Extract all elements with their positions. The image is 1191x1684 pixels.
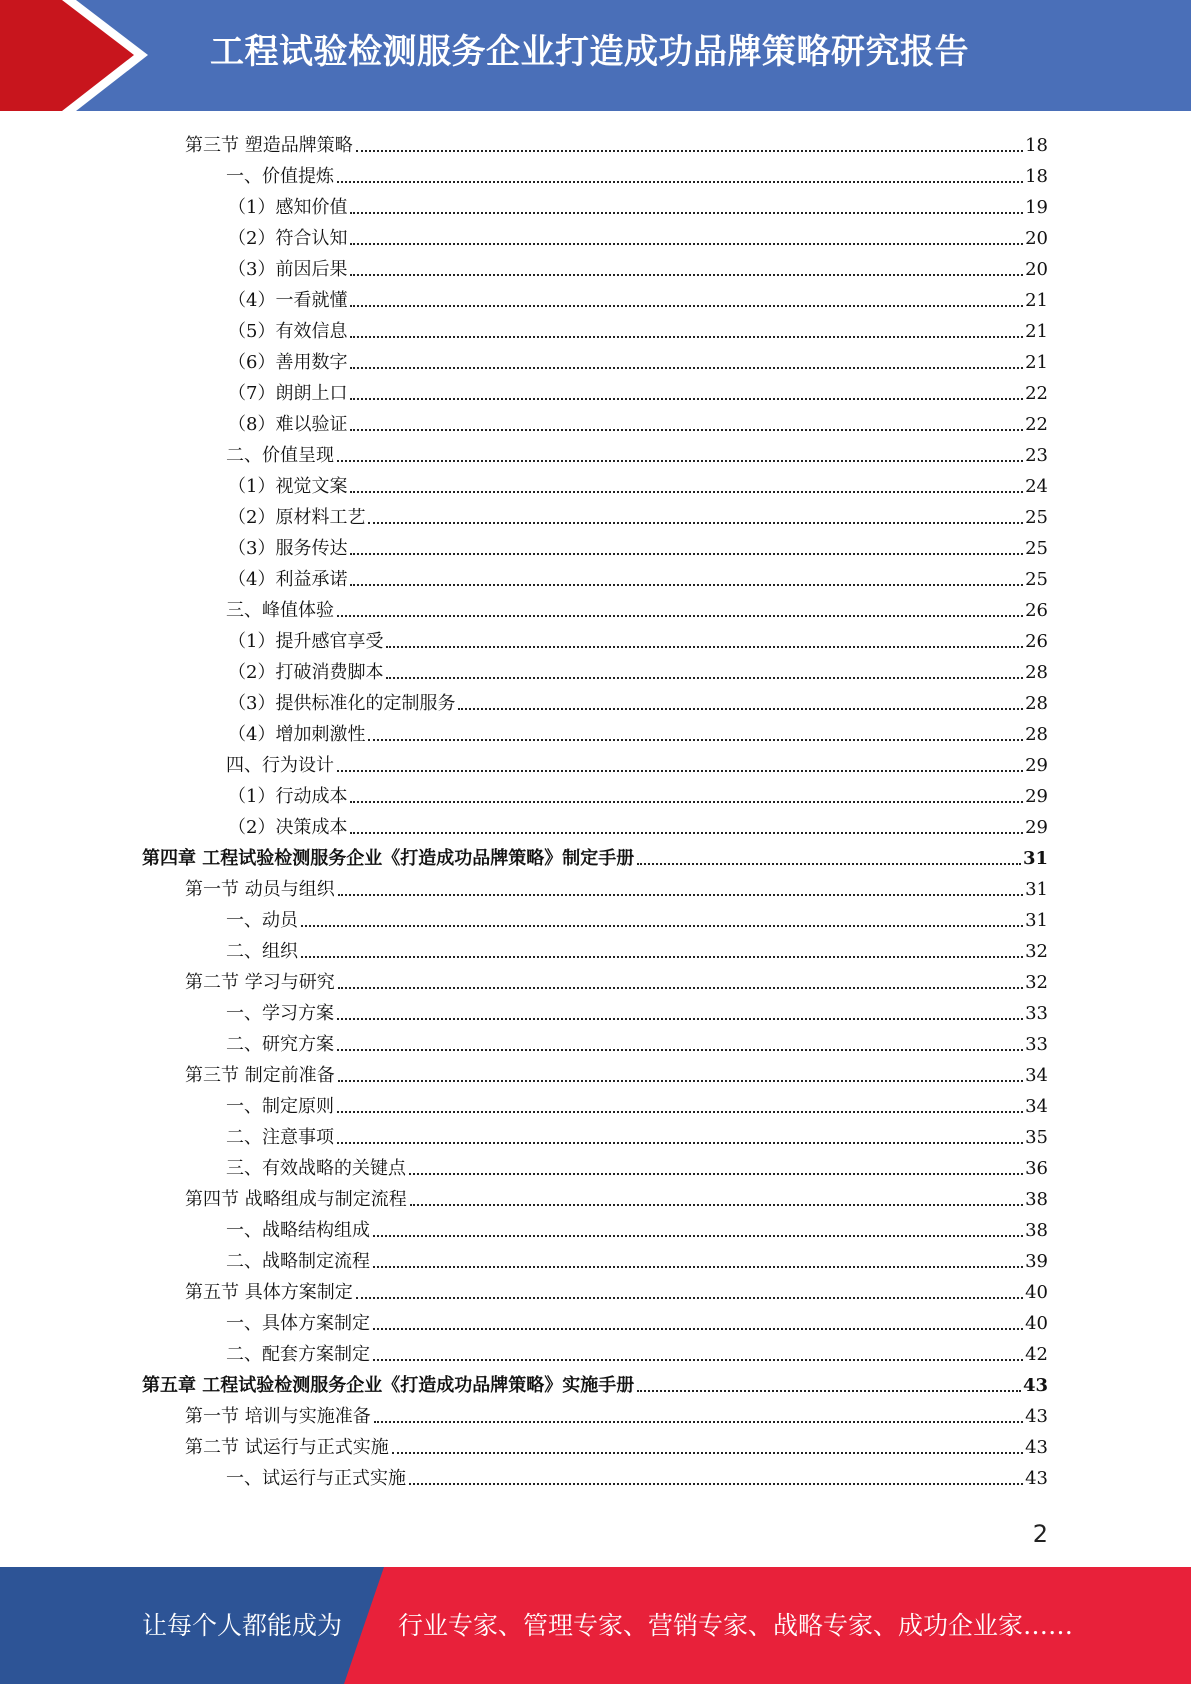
toc-entry-title: （2）原材料工艺 bbox=[228, 507, 366, 528]
toc-entry[interactable] bbox=[185, 1273, 1048, 1304]
toc-entry-title: （3）前因后果 bbox=[228, 259, 348, 280]
toc-entry-page: 34 bbox=[1025, 1065, 1048, 1086]
dot-leader bbox=[338, 894, 1023, 896]
dot-leader bbox=[350, 336, 1023, 338]
toc-entry-title: （6）善用数字 bbox=[228, 352, 348, 373]
toc-entry-page: 23 bbox=[1025, 445, 1048, 466]
toc-entry-page: 26 bbox=[1025, 631, 1048, 652]
dot-leader bbox=[337, 181, 1023, 183]
toc-entry-title: 二、注意事项 bbox=[226, 1127, 334, 1148]
toc-entry[interactable] bbox=[228, 808, 1048, 839]
toc-entry-title: （4）一看就懂 bbox=[228, 290, 348, 311]
toc-entry-title: （4）增加刺激性 bbox=[228, 724, 366, 745]
toc-entry[interactable] bbox=[228, 777, 1048, 808]
toc-entry-title: 四、行为设计 bbox=[226, 755, 334, 776]
toc-entry[interactable] bbox=[226, 746, 1048, 777]
dot-leader bbox=[337, 1142, 1023, 1144]
toc-entry[interactable] bbox=[228, 281, 1048, 312]
toc-entry-title: （1）行动成本 bbox=[228, 786, 348, 807]
toc-entry[interactable] bbox=[226, 1242, 1048, 1273]
dot-leader bbox=[301, 956, 1023, 958]
dot-leader bbox=[410, 1204, 1023, 1206]
dot-leader bbox=[350, 429, 1023, 431]
dot-leader bbox=[337, 615, 1023, 617]
toc-entry[interactable] bbox=[226, 1025, 1048, 1056]
dot-leader bbox=[337, 1018, 1023, 1020]
toc-entry-title: 一、学习方案 bbox=[226, 1003, 334, 1024]
dot-leader bbox=[368, 522, 1023, 524]
dot-leader bbox=[338, 987, 1023, 989]
toc-entry-title: （3）服务传达 bbox=[228, 538, 348, 559]
toc-entry-page: 28 bbox=[1025, 724, 1048, 745]
dot-leader bbox=[368, 739, 1023, 741]
toc-entry-page: 29 bbox=[1025, 755, 1048, 776]
toc-entry[interactable] bbox=[185, 1180, 1048, 1211]
toc-entry-title: 一、试运行与正式实施 bbox=[226, 1468, 406, 1489]
footer-slogan-right: 行业专家、管理专家、营销专家、战略专家、成功企业家…… bbox=[398, 1611, 1074, 1640]
toc-entry[interactable] bbox=[226, 932, 1048, 963]
dot-leader bbox=[409, 1173, 1023, 1175]
page-number: 2 bbox=[1032, 1520, 1048, 1548]
toc-entry[interactable] bbox=[226, 157, 1048, 188]
toc-entry-page: 31 bbox=[1025, 879, 1048, 900]
toc-entry-page: 19 bbox=[1025, 197, 1048, 218]
toc-entry-title: 一、价值提炼 bbox=[226, 166, 334, 187]
toc-entry-page: 42 bbox=[1025, 1344, 1048, 1365]
dot-leader bbox=[350, 553, 1023, 555]
dot-leader bbox=[350, 584, 1023, 586]
toc-entry-title: 三、有效战略的关键点 bbox=[226, 1158, 406, 1179]
toc-entry-page: 43 bbox=[1025, 1406, 1048, 1427]
toc-entry[interactable] bbox=[228, 560, 1048, 591]
toc-entry-page: 25 bbox=[1025, 507, 1048, 528]
toc-entry[interactable] bbox=[228, 312, 1048, 343]
toc-entry[interactable] bbox=[226, 1459, 1048, 1490]
dot-leader bbox=[458, 708, 1023, 710]
toc-entry-page: 38 bbox=[1025, 1189, 1048, 1210]
toc-entry-title: 一、制定原则 bbox=[226, 1096, 334, 1117]
toc-entry-page: 18 bbox=[1025, 166, 1048, 187]
report-title: 工程试验检测服务企业打造成功品牌策略研究报告 bbox=[210, 32, 969, 72]
toc-entry-page: 29 bbox=[1025, 786, 1048, 807]
toc-entry-title: 二、配套方案制定 bbox=[226, 1344, 370, 1365]
toc-entry-page: 31 bbox=[1025, 910, 1048, 931]
toc-entry[interactable] bbox=[226, 1211, 1048, 1242]
toc-entry-page: 21 bbox=[1025, 321, 1048, 342]
toc-entry-page: 25 bbox=[1025, 538, 1048, 559]
toc-entry-page: 20 bbox=[1025, 228, 1048, 249]
toc-entry[interactable] bbox=[185, 1056, 1048, 1087]
toc-entry-title: 第四节 战略组成与制定流程 bbox=[185, 1189, 407, 1210]
toc-entry-title: 一、战略结构组成 bbox=[226, 1220, 370, 1241]
dot-leader bbox=[301, 925, 1023, 927]
toc-entry[interactable] bbox=[228, 374, 1048, 405]
toc-entry[interactable] bbox=[228, 467, 1048, 498]
toc-entry[interactable] bbox=[185, 963, 1048, 994]
toc-entry[interactable] bbox=[228, 250, 1048, 281]
toc-entry-page: 22 bbox=[1025, 414, 1048, 435]
toc-entry-title: 一、具体方案制定 bbox=[226, 1313, 370, 1334]
toc-entry[interactable] bbox=[228, 405, 1048, 436]
toc-entry-page: 26 bbox=[1025, 600, 1048, 621]
toc-entry[interactable] bbox=[228, 343, 1048, 374]
toc-entry[interactable] bbox=[185, 1397, 1048, 1428]
toc-entry-page: 24 bbox=[1025, 476, 1048, 497]
toc-entry-title: （2）打破消费脚本 bbox=[228, 662, 384, 683]
toc-entry[interactable] bbox=[228, 653, 1048, 684]
toc-entry-title: 第五章 工程试验检测服务企业《打造成功品牌策略》实施手册 bbox=[142, 1375, 635, 1396]
dot-leader bbox=[637, 1390, 1021, 1392]
dot-leader bbox=[337, 1049, 1023, 1051]
toc-entry-page: 32 bbox=[1025, 972, 1048, 993]
toc-entry-title: 第二节 试运行与正式实施 bbox=[185, 1437, 389, 1458]
toc-entry-page: 21 bbox=[1025, 290, 1048, 311]
toc-entry-title: （4）利益承诺 bbox=[228, 569, 348, 590]
dot-leader bbox=[386, 677, 1023, 679]
toc-entry-title: （2）决策成本 bbox=[228, 817, 348, 838]
toc-entry[interactable] bbox=[185, 126, 1048, 157]
dot-leader bbox=[350, 491, 1023, 493]
toc-entry-title: 二、组织 bbox=[226, 941, 298, 962]
toc-entry-page: 33 bbox=[1025, 1034, 1048, 1055]
toc-entry-page: 33 bbox=[1025, 1003, 1048, 1024]
toc-entry-title: （2）符合认知 bbox=[228, 228, 348, 249]
toc-entry-page: 31 bbox=[1022, 848, 1048, 869]
toc-entry[interactable] bbox=[228, 684, 1048, 715]
toc-entry-title: 二、战略制定流程 bbox=[226, 1251, 370, 1272]
toc-entry-page: 36 bbox=[1025, 1158, 1048, 1179]
toc-entry-title: （7）朗朗上口 bbox=[228, 383, 348, 404]
toc-entry[interactable] bbox=[226, 591, 1048, 622]
toc-entry-page: 40 bbox=[1025, 1282, 1048, 1303]
dot-leader bbox=[350, 801, 1023, 803]
dot-leader bbox=[386, 646, 1023, 648]
footer-banner bbox=[0, 1567, 1191, 1684]
toc-entry[interactable] bbox=[185, 1428, 1048, 1459]
toc-entry-page: 35 bbox=[1025, 1127, 1048, 1148]
toc-entry-page: 20 bbox=[1025, 259, 1048, 280]
toc-entry[interactable] bbox=[185, 870, 1048, 901]
toc-entry-title: （8）难以验证 bbox=[228, 414, 348, 435]
toc-entry[interactable] bbox=[226, 901, 1048, 932]
toc-entry-title: （5）有效信息 bbox=[228, 321, 348, 342]
toc-entry-page: 43 bbox=[1025, 1437, 1048, 1458]
toc-entry-page: 28 bbox=[1025, 662, 1048, 683]
dot-leader bbox=[373, 1235, 1023, 1237]
toc-entry[interactable] bbox=[228, 715, 1048, 746]
toc-entry-page: 39 bbox=[1025, 1251, 1048, 1272]
toc-entry[interactable] bbox=[142, 1366, 1048, 1397]
toc-entry-title: （3）提供标准化的定制服务 bbox=[228, 693, 456, 714]
footer-slogan-left: 让每个人都能成为 bbox=[142, 1611, 343, 1640]
toc-entry[interactable] bbox=[226, 1087, 1048, 1118]
dot-leader bbox=[392, 1452, 1023, 1454]
dot-leader bbox=[373, 1359, 1023, 1361]
toc-entry[interactable] bbox=[228, 188, 1048, 219]
dot-leader bbox=[350, 305, 1023, 307]
toc-entry-page: 21 bbox=[1025, 352, 1048, 373]
dot-leader bbox=[374, 1421, 1023, 1423]
toc-entry-page: 32 bbox=[1025, 941, 1048, 962]
toc-entry[interactable] bbox=[228, 498, 1048, 529]
toc-entry[interactable] bbox=[226, 1118, 1048, 1149]
dot-leader bbox=[337, 770, 1023, 772]
toc-entry[interactable] bbox=[228, 529, 1048, 560]
toc-entry[interactable] bbox=[226, 1335, 1048, 1366]
dot-leader bbox=[350, 367, 1023, 369]
toc-entry-page: 22 bbox=[1025, 383, 1048, 404]
toc-entry-title: 第二节 学习与研究 bbox=[185, 972, 335, 993]
dot-leader bbox=[337, 460, 1023, 462]
dot-leader bbox=[356, 1297, 1023, 1299]
dot-leader bbox=[337, 1111, 1023, 1113]
toc-entry-title: 三、峰值体验 bbox=[226, 600, 334, 621]
toc-entry-page: 34 bbox=[1025, 1096, 1048, 1117]
toc-entry-title: 第三节 塑造品牌策略 bbox=[185, 135, 353, 156]
dot-leader bbox=[373, 1266, 1023, 1268]
toc-entry-title: （1）提升感官享受 bbox=[228, 631, 384, 652]
toc-entry-title: 第五节 具体方案制定 bbox=[185, 1282, 353, 1303]
toc-entry-page: 29 bbox=[1025, 817, 1048, 838]
toc-entry-title: 第三节 制定前准备 bbox=[185, 1065, 335, 1086]
toc-entry-page: 43 bbox=[1025, 1468, 1048, 1489]
dot-leader bbox=[409, 1483, 1023, 1485]
toc-entry-title: 第一节 动员与组织 bbox=[185, 879, 335, 900]
dot-leader bbox=[338, 1080, 1023, 1082]
toc-entry-title: 二、研究方案 bbox=[226, 1034, 334, 1055]
toc-entry-page: 28 bbox=[1025, 693, 1048, 714]
toc-entry[interactable] bbox=[226, 994, 1048, 1025]
dot-leader bbox=[350, 243, 1023, 245]
toc-entry-title: 一、动员 bbox=[226, 910, 298, 931]
toc-entry[interactable] bbox=[226, 1304, 1048, 1335]
dot-leader bbox=[350, 274, 1023, 276]
toc-entry[interactable] bbox=[226, 1149, 1048, 1180]
toc-entry-title: （1）感知价值 bbox=[228, 197, 348, 218]
toc-entry-title: 二、价值呈现 bbox=[226, 445, 334, 466]
dot-leader bbox=[350, 398, 1023, 400]
toc-entry-title: 第一节 培训与实施准备 bbox=[185, 1406, 371, 1427]
header-banner bbox=[0, 0, 1191, 111]
dot-leader bbox=[350, 212, 1023, 214]
dot-leader bbox=[350, 832, 1023, 834]
dot-leader bbox=[373, 1328, 1023, 1330]
toc-entry[interactable] bbox=[226, 436, 1048, 467]
toc-entry-page: 18 bbox=[1025, 135, 1048, 156]
toc-entry-title: 第四章 工程试验检测服务企业《打造成功品牌策略》制定手册 bbox=[142, 848, 635, 869]
dot-leader bbox=[356, 150, 1023, 152]
toc-entry-page: 40 bbox=[1025, 1313, 1048, 1334]
dot-leader bbox=[637, 863, 1021, 865]
toc-entry-page: 43 bbox=[1022, 1375, 1048, 1396]
toc-entry[interactable] bbox=[142, 839, 1048, 870]
toc-entry[interactable] bbox=[228, 219, 1048, 250]
toc-entry-page: 25 bbox=[1025, 569, 1048, 590]
toc-entry[interactable] bbox=[228, 622, 1048, 653]
toc-entry-title: （1）视觉文案 bbox=[228, 476, 348, 497]
toc-entry-page: 38 bbox=[1025, 1220, 1048, 1241]
